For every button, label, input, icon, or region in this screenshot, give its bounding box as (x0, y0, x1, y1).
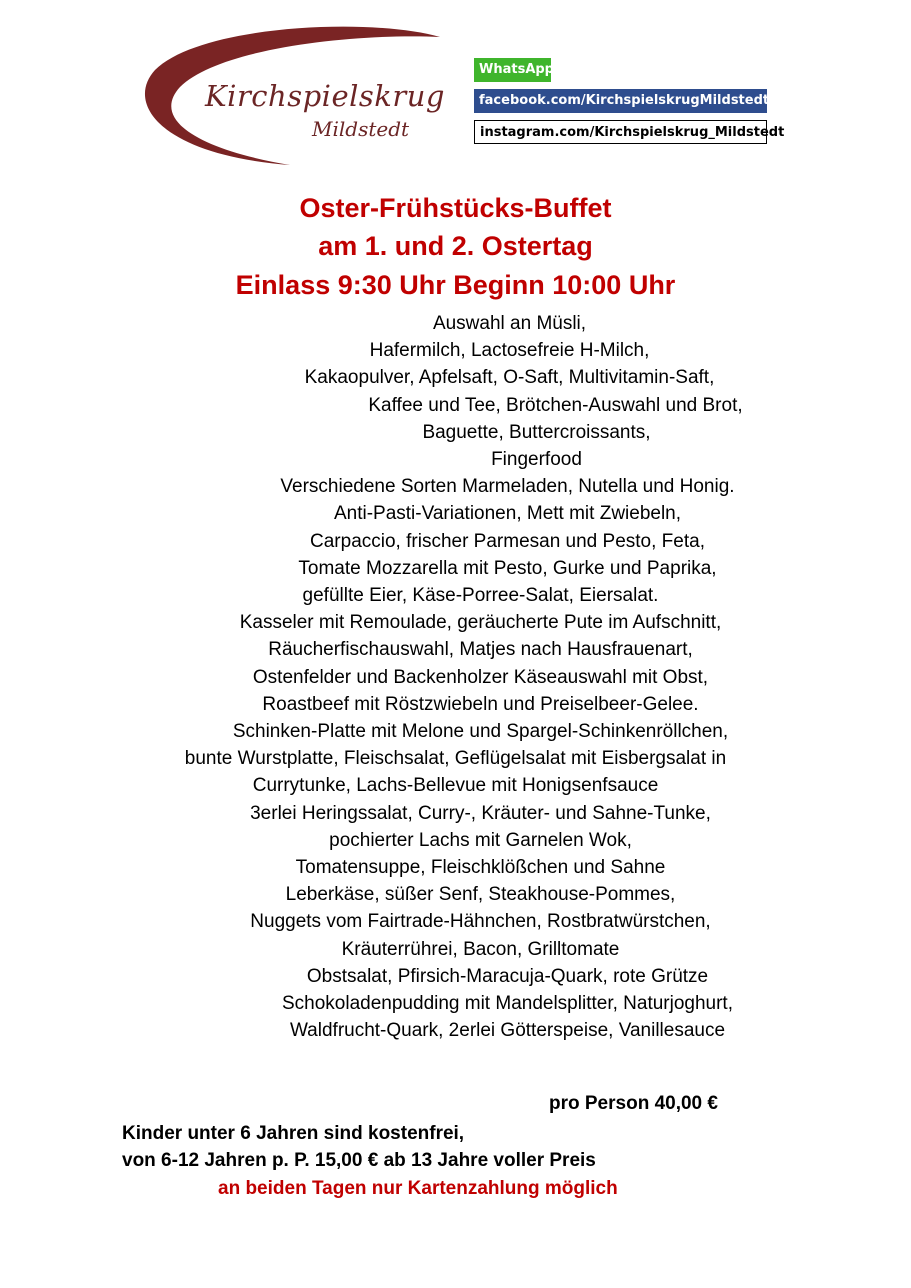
menu-line: Kasseler mit Remoulade, geräucherte Pute im Aufschnitt, (239, 612, 722, 634)
menu-line: Baguette, Buttercroissants, (422, 421, 651, 443)
facebook-link[interactable]: facebook.com/KirchspielskrugMildstedt (474, 89, 767, 113)
menu-line: Räucherfischauswahl, Matjes nach Hausfrauenart, (268, 639, 693, 661)
headline-title: Oster-Frühstücks-Buffet (299, 193, 612, 223)
menu-line: Auswahl an Müsli, (432, 313, 587, 334)
menu-line: Hafermilch, Lactosefreie H-Milch, (369, 340, 650, 362)
menu-line: Carpaccio, frischer Parmesan und Pesto, Feta, (310, 530, 705, 552)
menu-line: bunte Wurstplatte, Fleischsalat, Geflügelsalat mit Eisbergsalat in (184, 748, 727, 770)
menu-line: Fingerfood (491, 449, 582, 471)
menu-line: Tomatensuppe, Fleischklößchen und Sahne (295, 857, 666, 879)
menu-line: Kaffee und Tee, Brötchen-Auswahl und Brot, (368, 394, 743, 416)
menu-line: gefüllte Eier, Käse-Porree-Salat, Eiersalat. (302, 585, 659, 607)
headline-dates: am 1. und 2. Ostertag (318, 231, 593, 261)
menu-line: Roastbeef mit Röstzwiebeln und Preiselbeer-Gelee. (262, 693, 699, 715)
restaurant-logo (140, 25, 465, 170)
instagram-link[interactable]: instagram.com/Kirchspielskrug_Mildstedt (474, 120, 767, 144)
menu-line: Schinken-Platte mit Melone und Spargel-Schinkenröllchen, (232, 721, 729, 743)
menu-line: Obstsalat, Pfirsich-Maracuja-Quark, rote Grütze (306, 965, 709, 987)
menu-line: Verschiedene Sorten Marmeladen, Nutella und Honig. (280, 476, 735, 498)
menu-line: Tomate Mozzarella mit Pesto, Gurke und Paprika, (298, 557, 717, 579)
price-per-person: pro Person 40,00 € (549, 1093, 718, 1114)
logo-brand-text: Kirchspielskrug (205, 79, 445, 113)
menu-line: Kakaopulver, Apfelsaft, O-Saft, Multivitamin-Saft, (304, 367, 715, 389)
menu-line: 3erlei Heringssalat, Curry-, Kräuter- und Sahne-Tunke, (250, 802, 711, 824)
payment-note: an beiden Tagen nur Kartenzahlung möglich (218, 1178, 618, 1199)
logo-town-text: Mildstedt (312, 117, 410, 141)
kids-price-note: von 6-12 Jahren p. P. 15,00 € ab 13 Jahre voller Preis (122, 1150, 596, 1171)
whatsapp-badge[interactable]: WhatsApp (474, 58, 551, 82)
kids-free-note: Kinder unter 6 Jahren sind kostenfrei, (122, 1123, 465, 1144)
menu-line: Anti-Pasti-Variationen, Mett mit Zwiebeln, (333, 503, 682, 525)
headline-times: Einlass 9:30 Uhr Beginn 10:00 Uhr (235, 270, 676, 300)
menu-line: Leberkäse, süßer Senf, Steakhouse-Pommes, (285, 884, 676, 906)
menu-line: Currytunke, Lachs-Bellevue mit Honigsenfsauce (252, 775, 659, 797)
menu-line: Nuggets vom Fairtrade-Hähnchen, Rostbratwürstchen, (250, 911, 711, 933)
menu-line: Schokoladenpudding mit Mandelsplitter, Naturjoghurt, (282, 993, 733, 1015)
menu-line: Kräuterrührei, Bacon, Grilltomate (341, 938, 620, 960)
buffet-menu (0, 310, 911, 1044)
menu-line: Ostenfelder und Backenholzer Käseauswahl mit Obst, (252, 666, 709, 688)
menu-line: pochierter Lachs mit Garnelen Wok, (329, 829, 632, 851)
menu-line: Waldfrucht-Quark, 2erlei Götterspeise, Vanillesauce (289, 1020, 726, 1042)
